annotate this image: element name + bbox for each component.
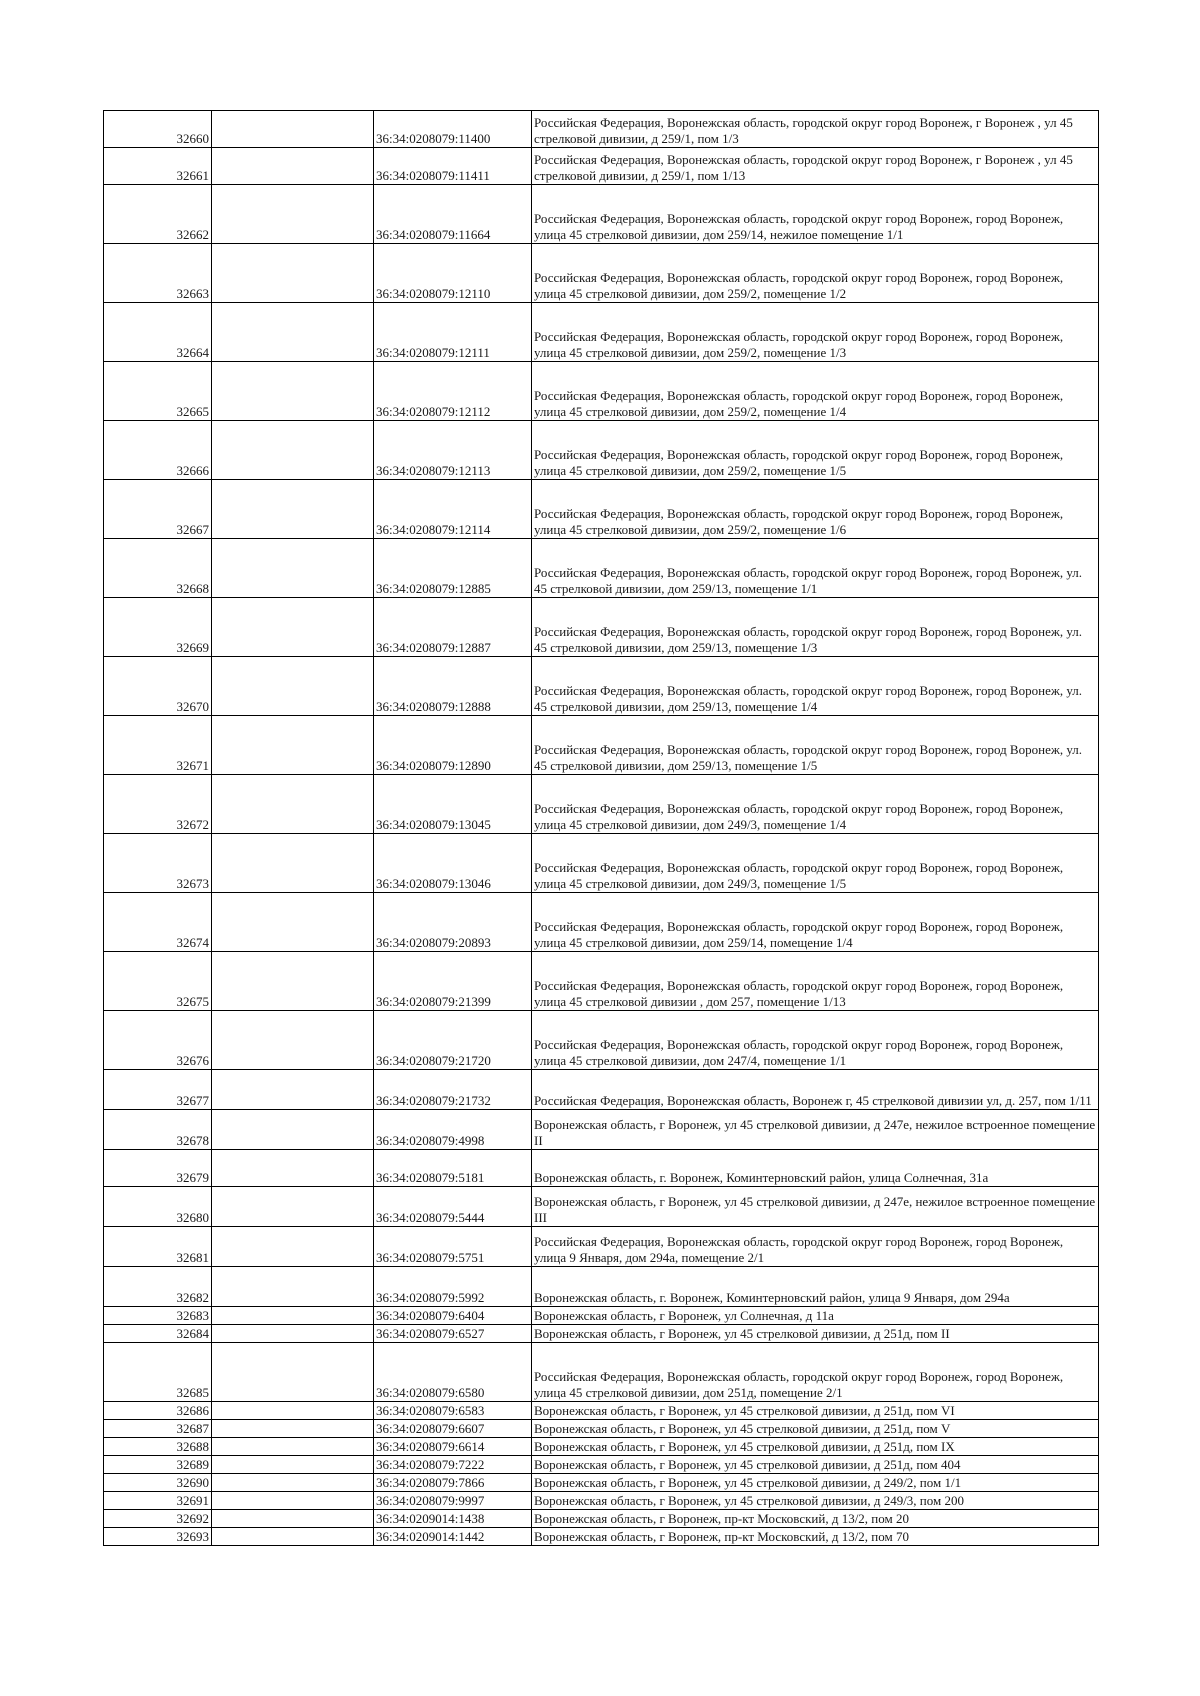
row-number-cell: 32693	[104, 1528, 212, 1546]
row-number-cell: 32668	[104, 539, 212, 598]
row-number-cell: 32684	[104, 1325, 212, 1343]
address-cell: Российская Федерация, Воронежская область, городской округ город Воронеж, город Воронеж, улица 45 стрелковой дивизии, дом 259/2, помещение 1/5	[532, 421, 1099, 480]
address-cell: Воронежская область, г Воронеж, ул 45 стрелковой дивизии, д 247е, нежилое встроенное помещение II	[532, 1110, 1099, 1150]
row-number-cell: 32676	[104, 1011, 212, 1070]
table-row	[104, 539, 1099, 598]
address-cell: Российская Федерация, Воронежская область, Воронеж г, 45 стрелковой дивизии ул, д. 257, пом 1/11	[532, 1070, 1099, 1110]
row-number-cell: 32679	[104, 1150, 212, 1187]
table-row	[104, 111, 1099, 148]
address-cell: Воронежская область, г Воронеж, пр-кт Московский, д 13/2, пом 70	[532, 1528, 1099, 1546]
address-cell: Российская Федерация, Воронежская область, городской округ город Воронеж, город Воронеж, улица 9 Января, дом 294а, помещение 2/1	[532, 1227, 1099, 1267]
cadastral-number-cell: 36:34:0208079:6607	[374, 1420, 532, 1438]
empty-cell	[212, 362, 374, 421]
empty-cell	[212, 111, 374, 148]
cadastral-number-cell: 36:34:0208079:6580	[374, 1343, 532, 1402]
row-number-cell: 32674	[104, 893, 212, 952]
address-cell: Воронежская область, г. Воронеж, Коминтерновский район, улица Солнечная, 31а	[532, 1150, 1099, 1187]
address-cell: Российская Федерация, Воронежская область, городской округ город Воронеж, город Воронеж, улица 45 стрелковой дивизии, дом 259/2, помещение 1/3	[532, 303, 1099, 362]
cadastral-number-cell: 36:34:0208079:5444	[374, 1187, 532, 1227]
cadastral-number-cell: 36:34:0208079:12114	[374, 480, 532, 539]
address-cell: Воронежская область, г Воронеж, ул 45 стрелковой дивизии, д 251д, пом II	[532, 1325, 1099, 1343]
address-cell: Воронежская область, г. Воронеж, Коминтерновский район, улица 9 Января, дом 294а	[532, 1267, 1099, 1307]
cadastral-number-cell: 36:34:0208079:7222	[374, 1456, 532, 1474]
table-row	[104, 1438, 1099, 1456]
address-cell: Воронежская область, г Воронеж, пр-кт Московский, д 13/2, пом 20	[532, 1510, 1099, 1528]
registry-table	[103, 110, 1099, 1546]
table-row	[104, 1325, 1099, 1343]
row-number-cell: 32690	[104, 1474, 212, 1492]
cadastral-number-cell: 36:34:0208079:21399	[374, 952, 532, 1011]
table-row	[104, 1187, 1099, 1227]
cadastral-number-cell: 36:34:0208079:21720	[374, 1011, 532, 1070]
address-cell: Воронежская область, г Воронеж, ул 45 стрелковой дивизии, д 251д, пом V	[532, 1420, 1099, 1438]
address-cell: Воронежская область, г Воронеж, ул 45 стрелковой дивизии, д 249/2, пом 1/1	[532, 1474, 1099, 1492]
address-cell: Российская Федерация, Воронежская область, городской округ город Воронеж, город Воронеж, улица 45 стрелковой дивизии, дом 247/4, помещение 1/1	[532, 1011, 1099, 1070]
table-row	[104, 1343, 1099, 1402]
address-cell: Российская Федерация, Воронежская область, городской округ город Воронеж, город Воронеж, ул. 45 стрелковой дивизии, дом 259/13, помещение 1/5	[532, 716, 1099, 775]
empty-cell	[212, 657, 374, 716]
table-row	[104, 1150, 1099, 1187]
table-row	[104, 598, 1099, 657]
row-number-cell: 32692	[104, 1510, 212, 1528]
cadastral-number-cell: 36:34:0208079:12111	[374, 303, 532, 362]
table-row	[104, 244, 1099, 303]
table-row	[104, 421, 1099, 480]
table-row	[104, 1420, 1099, 1438]
row-number-cell: 32666	[104, 421, 212, 480]
table-row	[104, 716, 1099, 775]
row-number-cell: 32664	[104, 303, 212, 362]
cadastral-number-cell: 36:34:0208079:5751	[374, 1227, 532, 1267]
row-number-cell: 32678	[104, 1110, 212, 1150]
cadastral-number-cell: 36:34:0208079:12888	[374, 657, 532, 716]
empty-cell	[212, 1267, 374, 1307]
table-row	[104, 1528, 1099, 1546]
row-number-cell: 32688	[104, 1438, 212, 1456]
address-cell: Воронежская область, г Воронеж, ул 45 стрелковой дивизии, д 249/3, пом 200	[532, 1492, 1099, 1510]
row-number-cell: 32669	[104, 598, 212, 657]
table-row	[104, 657, 1099, 716]
empty-cell	[212, 1402, 374, 1420]
table-row	[104, 1474, 1099, 1492]
empty-cell	[212, 598, 374, 657]
row-number-cell: 32667	[104, 480, 212, 539]
cadastral-number-cell: 36:34:0208079:6527	[374, 1325, 532, 1343]
address-cell: Российская Федерация, Воронежская область, городской округ город Воронеж, город Воронеж, улица 45 стрелковой дивизии, дом 259/2, помещение 1/4	[532, 362, 1099, 421]
address-cell: Воронежская область, г Воронеж, ул 45 стрелковой дивизии, д 251д, пом 404	[532, 1456, 1099, 1474]
address-cell: Российская Федерация, Воронежская область, городской округ город Воронеж, г Воронеж , ул 45 стрелковой дивизии, д 259/1, пом 1/13	[532, 148, 1099, 185]
row-number-cell: 32660	[104, 111, 212, 148]
row-number-cell: 32682	[104, 1267, 212, 1307]
table-row	[104, 952, 1099, 1011]
table-row	[104, 893, 1099, 952]
address-cell: Воронежская область, г Воронеж, ул 45 стрелковой дивизии, д 251д, пом IX	[532, 1438, 1099, 1456]
address-cell: Воронежская область, г Воронеж, ул 45 стрелковой дивизии, д 247е, нежилое встроенное помещение III	[532, 1187, 1099, 1227]
empty-cell	[212, 148, 374, 185]
empty-cell	[212, 1070, 374, 1110]
empty-cell	[212, 834, 374, 893]
table-row	[104, 1456, 1099, 1474]
row-number-cell: 32685	[104, 1343, 212, 1402]
address-cell: Российская Федерация, Воронежская область, городской округ город Воронеж, город Воронеж, ул. 45 стрелковой дивизии, дом 259/13, помещение 1/4	[532, 657, 1099, 716]
cadastral-number-cell: 36:34:0208079:12113	[374, 421, 532, 480]
cadastral-number-cell: 36:34:0209014:1442	[374, 1528, 532, 1546]
row-number-cell: 32691	[104, 1492, 212, 1510]
empty-cell	[212, 952, 374, 1011]
table-row	[104, 1227, 1099, 1267]
address-cell: Российская Федерация, Воронежская область, городской округ город Воронеж, город Воронеж, улица 45 стрелковой дивизии, дом 259/2, помещение 1/2	[532, 244, 1099, 303]
cadastral-number-cell: 36:34:0208079:5992	[374, 1267, 532, 1307]
registry-table-body	[104, 111, 1099, 1546]
cadastral-number-cell: 36:34:0208079:5181	[374, 1150, 532, 1187]
empty-cell	[212, 480, 374, 539]
row-number-cell: 32681	[104, 1227, 212, 1267]
address-cell: Российская Федерация, Воронежская область, городской округ город Воронеж, город Воронеж, улица 45 стрелковой дивизии, дом 259/2, помещение 1/6	[532, 480, 1099, 539]
row-number-cell: 32661	[104, 148, 212, 185]
row-number-cell: 32672	[104, 775, 212, 834]
empty-cell	[212, 244, 374, 303]
table-row	[104, 1110, 1099, 1150]
table-row	[104, 303, 1099, 362]
cadastral-number-cell: 36:34:0208079:12887	[374, 598, 532, 657]
cadastral-number-cell: 36:34:0208079:13045	[374, 775, 532, 834]
empty-cell	[212, 1150, 374, 1187]
address-cell: Воронежская область, г Воронеж, ул Солнечная, д 11а	[532, 1307, 1099, 1325]
cadastral-number-cell: 36:34:0208079:12885	[374, 539, 532, 598]
table-row	[104, 1070, 1099, 1110]
address-cell: Российская Федерация, Воронежская область, городской округ город Воронеж, город Воронеж, улица 45 стрелковой дивизии, дом 249/3, помещение 1/5	[532, 834, 1099, 893]
cadastral-number-cell: 36:34:0208079:12112	[374, 362, 532, 421]
cadastral-number-cell: 36:34:0208079:21732	[374, 1070, 532, 1110]
empty-cell	[212, 1343, 374, 1402]
row-number-cell: 32680	[104, 1187, 212, 1227]
cadastral-number-cell: 36:34:0208079:11664	[374, 185, 532, 244]
empty-cell	[212, 1492, 374, 1510]
table-row	[104, 1510, 1099, 1528]
empty-cell	[212, 185, 374, 244]
row-number-cell: 32686	[104, 1402, 212, 1420]
table-row	[104, 362, 1099, 421]
row-number-cell: 32677	[104, 1070, 212, 1110]
empty-cell	[212, 1420, 374, 1438]
address-cell: Российская Федерация, Воронежская область, городской округ город Воронеж, город Воронеж, улица 45 стрелковой дивизии, дом 251д, помещение 2/1	[532, 1343, 1099, 1402]
cadastral-number-cell: 36:34:0209014:1438	[374, 1510, 532, 1528]
cadastral-number-cell: 36:34:0208079:7866	[374, 1474, 532, 1492]
empty-cell	[212, 1011, 374, 1070]
empty-cell	[212, 1187, 374, 1227]
table-row	[104, 1307, 1099, 1325]
row-number-cell: 32683	[104, 1307, 212, 1325]
cadastral-number-cell: 36:34:0208079:6614	[374, 1438, 532, 1456]
empty-cell	[212, 1110, 374, 1150]
empty-cell	[212, 421, 374, 480]
table-row	[104, 775, 1099, 834]
empty-cell	[212, 1456, 374, 1474]
empty-cell	[212, 1307, 374, 1325]
address-cell: Российская Федерация, Воронежская область, городской округ город Воронеж, город Воронеж, ул. 45 стрелковой дивизии, дом 259/13, помещение 1/3	[532, 598, 1099, 657]
address-cell: Российская Федерация, Воронежская область, городской округ город Воронеж, город Воронеж, ул. 45 стрелковой дивизии, дом 259/13, помещение 1/1	[532, 539, 1099, 598]
row-number-cell: 32687	[104, 1420, 212, 1438]
cadastral-number-cell: 36:34:0208079:6404	[374, 1307, 532, 1325]
row-number-cell: 32665	[104, 362, 212, 421]
address-cell: Воронежская область, г Воронеж, ул 45 стрелковой дивизии, д 251д, пом VI	[532, 1402, 1099, 1420]
table-row	[104, 1011, 1099, 1070]
table-row	[104, 1492, 1099, 1510]
empty-cell	[212, 1227, 374, 1267]
row-number-cell: 32675	[104, 952, 212, 1011]
row-number-cell: 32673	[104, 834, 212, 893]
address-cell: Российская Федерация, Воронежская область, городской округ город Воронеж, г Воронеж , ул 45 стрелковой дивизии, д 259/1, пом 1/3	[532, 111, 1099, 148]
empty-cell	[212, 1438, 374, 1456]
cadastral-number-cell: 36:34:0208079:12110	[374, 244, 532, 303]
row-number-cell: 32662	[104, 185, 212, 244]
cadastral-number-cell: 36:34:0208079:9997	[374, 1492, 532, 1510]
empty-cell	[212, 775, 374, 834]
table-row	[104, 480, 1099, 539]
empty-cell	[212, 303, 374, 362]
table-row	[104, 834, 1099, 893]
empty-cell	[212, 893, 374, 952]
row-number-cell: 32663	[104, 244, 212, 303]
row-number-cell: 32670	[104, 657, 212, 716]
table-row	[104, 1402, 1099, 1420]
empty-cell	[212, 1474, 374, 1492]
empty-cell	[212, 716, 374, 775]
cadastral-number-cell: 36:34:0208079:13046	[374, 834, 532, 893]
cadastral-number-cell: 36:34:0208079:12890	[374, 716, 532, 775]
address-cell: Российская Федерация, Воронежская область, городской округ город Воронеж, город Воронеж, улица 45 стрелковой дивизии, дом 249/3, помещение 1/4	[532, 775, 1099, 834]
empty-cell	[212, 1528, 374, 1546]
empty-cell	[212, 539, 374, 598]
address-cell: Российская Федерация, Воронежская область, городской округ город Воронеж, город Воронеж, улица 45 стрелковой дивизии, дом 259/14, помещение 1/4	[532, 893, 1099, 952]
empty-cell	[212, 1510, 374, 1528]
cadastral-number-cell: 36:34:0208079:4998	[374, 1110, 532, 1150]
row-number-cell: 32671	[104, 716, 212, 775]
address-cell: Российская Федерация, Воронежская область, городской округ город Воронеж, город Воронеж, улица 45 стрелковой дивизии , дом 257, помещение 1/13	[532, 952, 1099, 1011]
table-row	[104, 148, 1099, 185]
address-cell: Российская Федерация, Воронежская область, городской округ город Воронеж, город Воронеж, улица 45 стрелковой дивизии, дом 259/14, нежилое помещение 1/1	[532, 185, 1099, 244]
cadastral-number-cell: 36:34:0208079:11400	[374, 111, 532, 148]
table-row	[104, 1267, 1099, 1307]
row-number-cell: 32689	[104, 1456, 212, 1474]
empty-cell	[212, 1325, 374, 1343]
cadastral-number-cell: 36:34:0208079:11411	[374, 148, 532, 185]
table-row	[104, 185, 1099, 244]
cadastral-number-cell: 36:34:0208079:20893	[374, 893, 532, 952]
cadastral-number-cell: 36:34:0208079:6583	[374, 1402, 532, 1420]
